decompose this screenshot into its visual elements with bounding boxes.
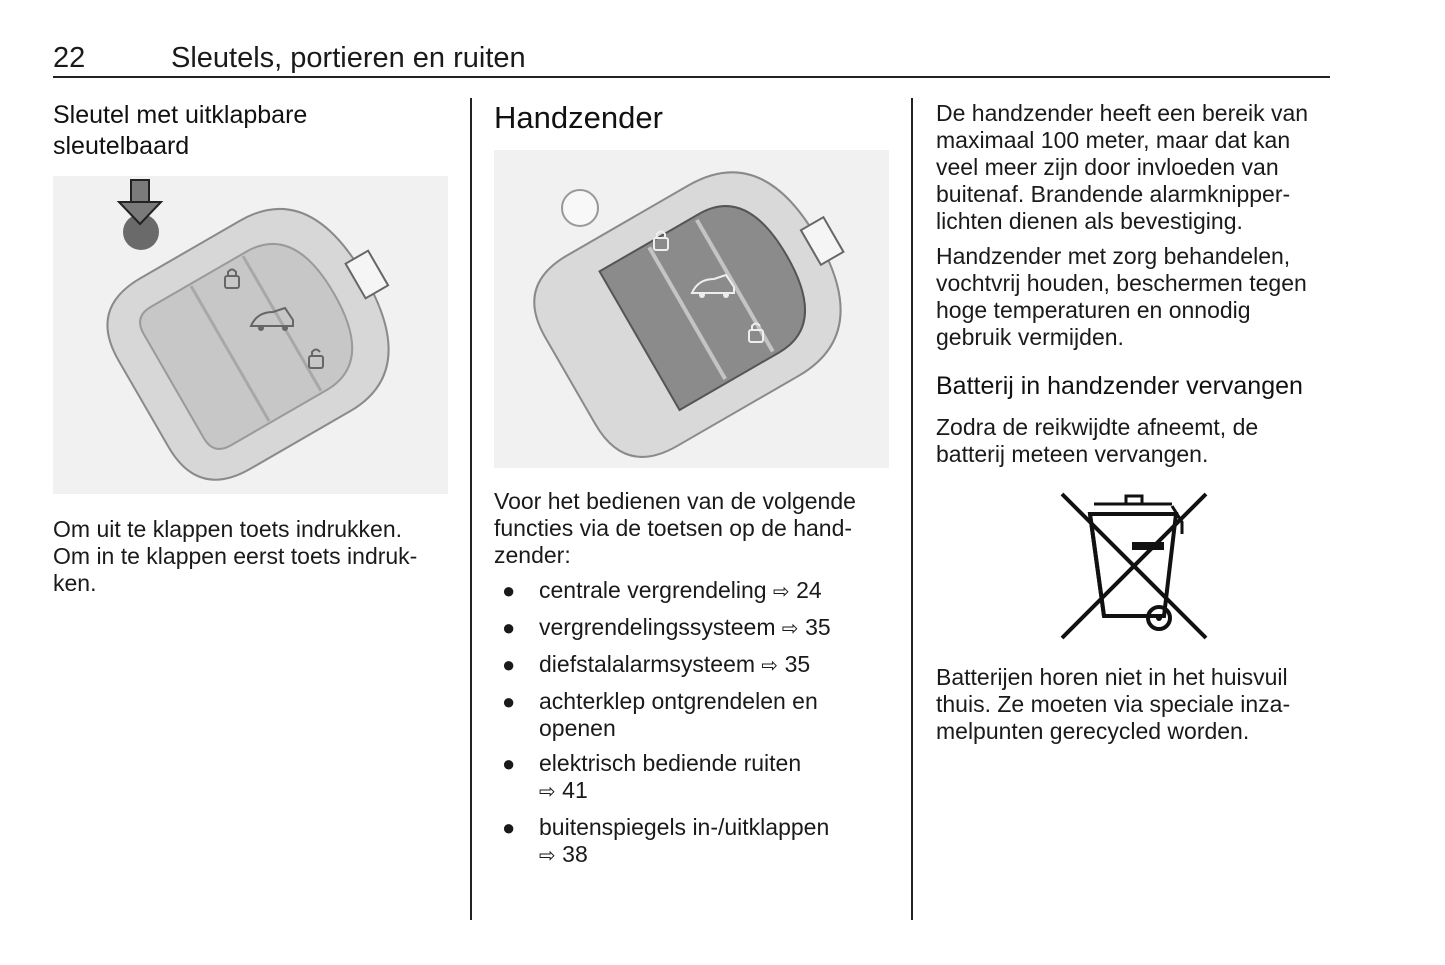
item-text: achterklep ontgrendelen en xyxy=(539,688,818,714)
battery-paragraph xyxy=(936,414,1336,468)
text-line: De handzender heeft een bereik van xyxy=(936,100,1309,126)
page-ref: 35 xyxy=(805,614,831,640)
text-line: Batterijen horen niet in het huisvuil xyxy=(936,664,1288,690)
page-ref: 24 xyxy=(796,577,822,603)
list-item: ● buitenspiegels in-/uitklappen ⇨ 38 xyxy=(502,814,830,867)
column-2 xyxy=(494,100,889,878)
text-line: Voor het bedienen van de volgende xyxy=(494,488,856,514)
page-ref-arrow-icon: ⇨ xyxy=(781,618,799,640)
item-text: vergrendelingssysteem xyxy=(539,614,776,640)
page-header xyxy=(53,40,1330,78)
text-line: Om in te klappen eerst toets indruk- xyxy=(53,543,418,569)
text-line: buitenaf. Brandende alarmknipper- xyxy=(936,181,1291,207)
list-item: ● achterklep ontgrendelen en openen xyxy=(502,688,818,741)
list-item: ● centrale vergrendeling ⇨ 24 xyxy=(502,577,822,603)
remote-control-illustration xyxy=(494,150,889,468)
column-3 xyxy=(936,100,1336,745)
text-line: Om uit te klappen toets indrukken. xyxy=(53,516,403,542)
text-line: melpunten gerecycled worden. xyxy=(936,718,1250,744)
page-number: 22 xyxy=(53,42,86,74)
page-ref-arrow-icon: ⇨ xyxy=(772,581,790,603)
disposal-paragraph xyxy=(936,664,1336,745)
care-paragraph xyxy=(936,243,1336,351)
text-line: batterij meteen vervangen. xyxy=(936,441,1209,467)
section-title: Handzender xyxy=(494,100,663,135)
battery-subheading: Batterij in handzender vervangen xyxy=(936,372,1303,400)
text-line: veel meer zijn door invloeden van xyxy=(936,154,1279,180)
list-item: ● diefstalalarmsysteem ⇨ 35 xyxy=(502,651,811,677)
page-ref: 35 xyxy=(784,651,811,677)
page-ref-arrow-icon: ⇨ xyxy=(761,655,779,677)
instruction-text xyxy=(53,516,448,597)
intro-text xyxy=(494,488,889,569)
item-text: centrale vergrendeling xyxy=(539,577,767,603)
text-line: hoge temperaturen en onnodig xyxy=(936,297,1251,323)
text-line: ken. xyxy=(53,570,97,596)
text-line: lichten dienen als bevestiging. xyxy=(936,208,1243,234)
text-line: maximaal 100 meter, maar dat kan xyxy=(936,127,1291,153)
page-ref-arrow-icon: ⇨ xyxy=(539,781,556,803)
column-divider xyxy=(470,98,472,920)
folding-key-illustration xyxy=(53,176,448,494)
text-line: zender: xyxy=(494,542,571,568)
function-list xyxy=(494,577,889,870)
item-text: elektrisch bediende ruiten xyxy=(539,750,802,776)
page-ref-arrow-icon: ⇨ xyxy=(539,845,556,867)
text-line: gebruik vermijden. xyxy=(936,324,1124,350)
heading-line: Sleutel met uitklapbare xyxy=(53,101,308,129)
page-ref: 38 xyxy=(562,841,588,867)
section-heading xyxy=(53,100,448,162)
column-1 xyxy=(53,100,448,597)
text-line: vochtvrij houden, beschermen tegen xyxy=(936,270,1307,296)
crossed-bin-icon xyxy=(1054,486,1214,646)
range-paragraph xyxy=(936,100,1336,235)
text-line: Handzender met zorg behandelen, xyxy=(936,243,1291,269)
text-line: Zodra de reikwijdte afneemt, de xyxy=(936,414,1259,440)
item-text: buitenspiegels in-/uitklappen xyxy=(539,814,830,840)
column-divider xyxy=(911,98,913,920)
press-arrow-icon xyxy=(119,180,161,224)
item-text: openen xyxy=(539,715,616,741)
text-line: functies via de toetsen op de hand- xyxy=(494,515,853,541)
heading-line: sleutelbaard xyxy=(53,132,190,160)
chapter-title: Sleutels, portieren en ruiten xyxy=(171,42,526,74)
list-item: ● elektrisch bediende ruiten ⇨ 41 xyxy=(502,750,802,803)
list-item: ● vergrendelingssysteem ⇨ 35 xyxy=(502,614,831,640)
text-line: thuis. Ze moeten via speciale inza- xyxy=(936,691,1291,717)
page-ref: 41 xyxy=(562,777,588,803)
item-text: diefstalalarmsysteem xyxy=(539,651,756,677)
